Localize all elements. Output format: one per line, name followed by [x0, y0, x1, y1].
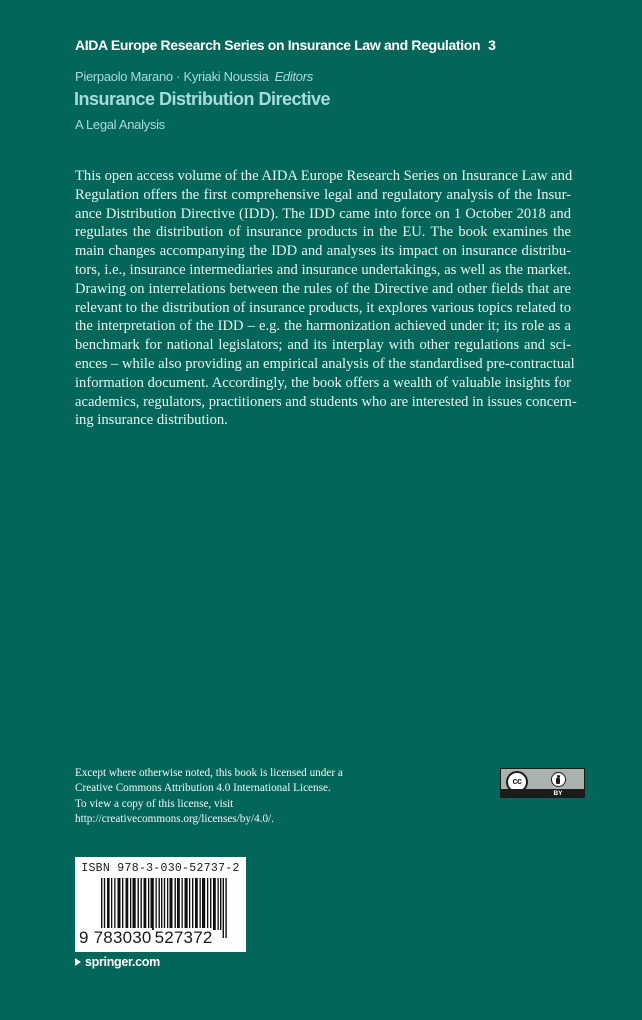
creative-commons-icon: cc — [506, 771, 528, 793]
editors-label: Editors — [274, 69, 313, 84]
attribution-person-icon — [551, 772, 566, 787]
by-label: BY — [553, 790, 563, 797]
springer-link-text: springer.com — [85, 955, 160, 969]
license-line: To view a copy of this license, visit — [75, 797, 234, 810]
description-line: ance Distribution Directive (IDD). The IDD came into force on 1 October 2018 and — [75, 205, 571, 222]
triangle-right-icon — [75, 958, 81, 966]
series-title: AIDA Europe Research Series on Insurance Law and Regulation — [75, 37, 481, 53]
description-line: the interpretation of the IDD – e.g. the harmonization achieved under it; its role as a — [75, 318, 571, 335]
editors-line — [75, 69, 313, 84]
barcode-digit-group2: 527372 — [154, 928, 213, 947]
series-number: 3 — [488, 37, 496, 53]
barcode-digit-prefix: 9 — [79, 928, 89, 947]
description-line: Regulation offers the first comprehensive legal and regulatory analysis of the Insur- — [75, 186, 571, 203]
description-line: This open access volume of the AIDA Europe Research Series on Insurance Law and — [75, 168, 573, 184]
cc-by-badge — [500, 768, 585, 798]
description-line: academics, regulators, practitioners and students who are interested in issues concern- — [75, 393, 577, 410]
description-line: Drawing on interrelations between the rules of the Directive and other fields that are — [75, 280, 571, 297]
description-line: information document. Accordingly, the book offers a wealth of valuable insights for — [75, 374, 571, 391]
isbn-label: ISBN 978-3-030-52737-2 — [81, 862, 240, 875]
badge-strip — [501, 789, 584, 797]
barcode-digits — [79, 928, 239, 948]
description-line: main changes accompanying the IDD and analyses its impact on insurance distribu- — [75, 243, 571, 260]
description-line: relevant to the distribution of insurance products, it explores various topics related to — [75, 299, 571, 316]
license-url[interactable]: http://creativecommons.org/licenses/by/4.0/. — [75, 813, 274, 826]
description-line: ing insurance distribution. — [75, 412, 228, 429]
description-line: benchmark for national legislators; and its interplay with other regulations and sci- — [75, 337, 571, 354]
license-line: Except where otherwise noted, this book is licensed under a — [75, 767, 343, 779]
editor-names: Pierpaolo Marano · Kyriaki Noussia — [75, 69, 269, 84]
license-notice — [75, 766, 343, 828]
springer-link[interactable] — [75, 955, 160, 969]
description-line: ences – while also providing an empirical analysis of the standardised pre-contractual — [75, 355, 575, 372]
description-line: regulates the distribution of insurance products in the EU. The book examines the — [75, 224, 571, 241]
barcode-digit-group1: 783030 — [93, 928, 152, 947]
series-header — [75, 37, 496, 53]
license-line: Creative Commons Attribution 4.0 International License. — [75, 782, 331, 795]
description-line: tors, i.e., insurance intermediaries and insurance undertakings, as well as the market. — [75, 261, 571, 278]
isbn-barcode-box — [75, 857, 246, 952]
book-subtitle: A Legal Analysis — [75, 117, 165, 132]
book-title: Insurance Distribution Directive — [74, 89, 331, 109]
book-description — [75, 167, 577, 430]
